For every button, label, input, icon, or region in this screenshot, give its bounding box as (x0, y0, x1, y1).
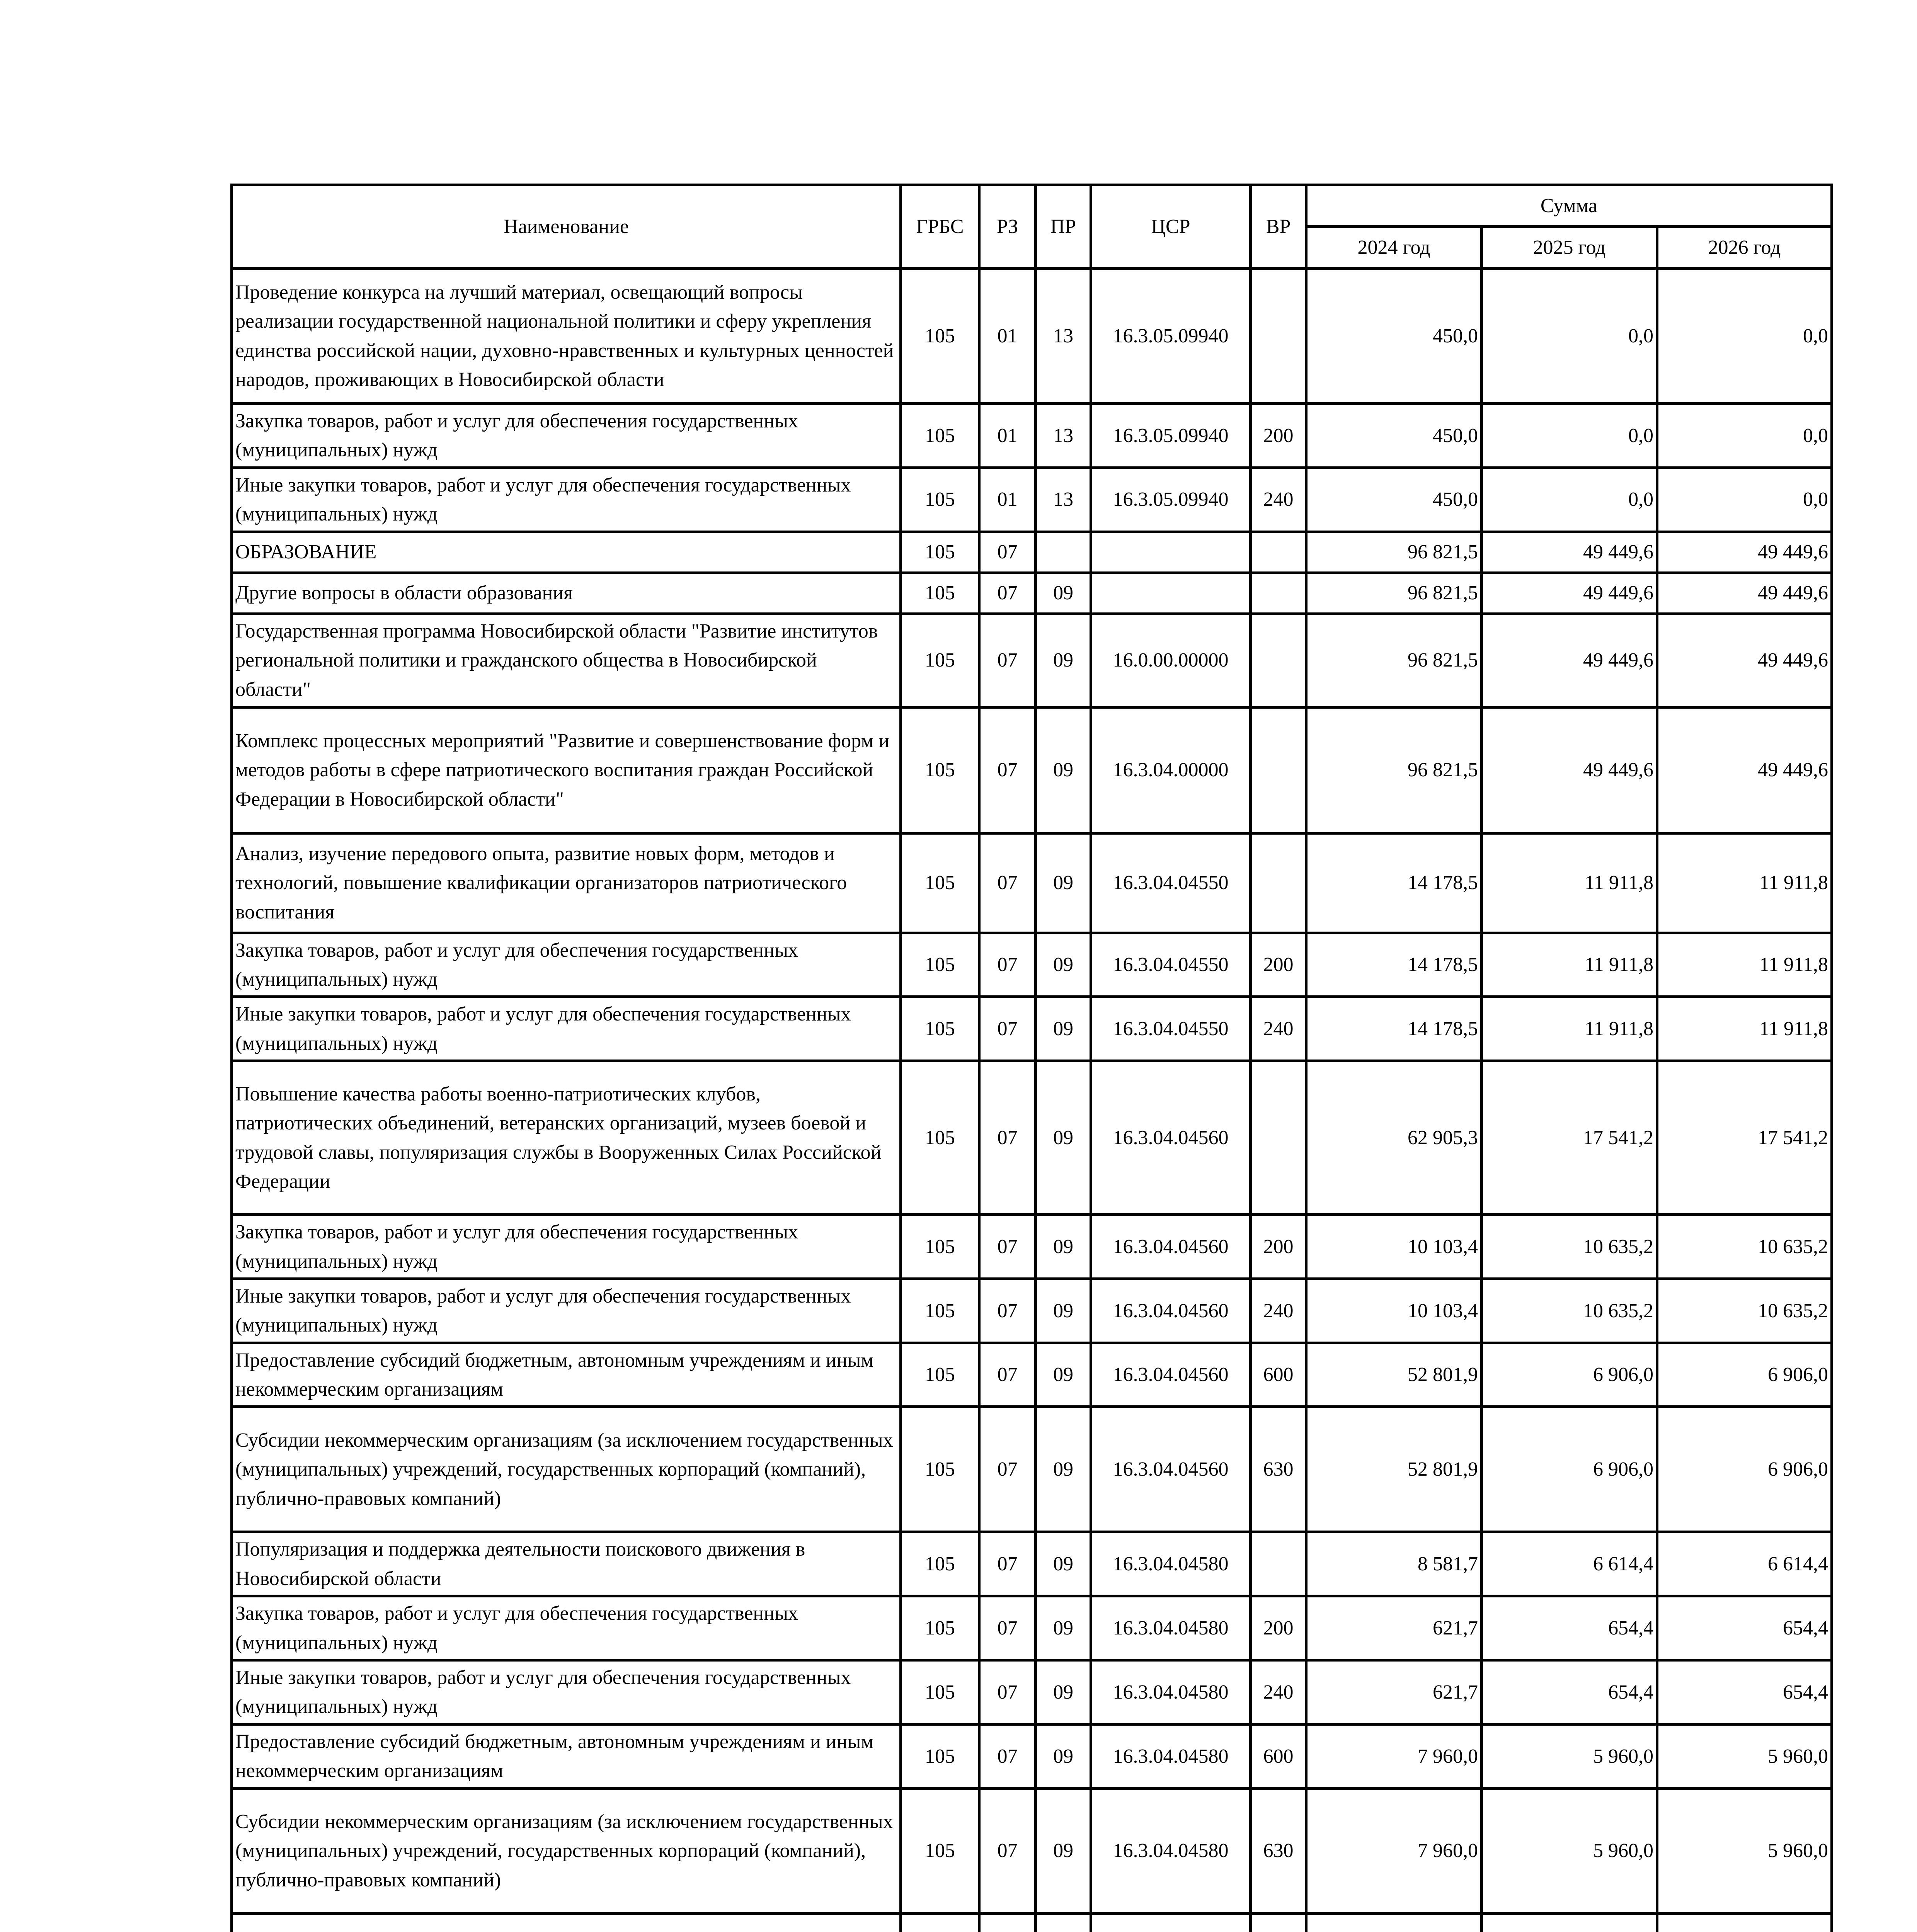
cell-rz: 07 (979, 1061, 1036, 1215)
table-row (232, 614, 1832, 707)
cell-rz: 07 (979, 1532, 1036, 1596)
cell-name: Предоставление субсидий бюджетным, автономным учреждениям и иным некоммерческим организациям (232, 1343, 901, 1407)
cell-vr (1251, 707, 1306, 833)
cell-rz: 07 (979, 1788, 1036, 1913)
cell-pr (1036, 1913, 1091, 1932)
cell-y2026: 11 911,8 (1657, 997, 1832, 1061)
header-rz: РЗ (979, 185, 1036, 269)
cell-y2026: 6 906,0 (1657, 1343, 1832, 1407)
table-row (232, 1913, 1832, 1932)
cell-y2026: 6 906,0 (1657, 1407, 1832, 1532)
table-row (232, 1788, 1832, 1913)
cell-y2025: 49 449,6 (1482, 532, 1657, 573)
cell-y2026: 49 449,6 (1657, 573, 1832, 614)
table-row (232, 1215, 1832, 1279)
cell-y2025: 49 449,6 (1482, 614, 1657, 707)
cell-rz: 07 (979, 707, 1036, 833)
table-row (232, 1343, 1832, 1407)
header-name: Наименование (232, 185, 901, 269)
cell-grbs: 105 (901, 1279, 979, 1343)
cell-grbs: 105 (901, 468, 979, 532)
cell-grbs: 105 (901, 614, 979, 707)
cell-vr: 600 (1251, 1343, 1306, 1407)
cell-name: Закупка товаров, работ и услуг для обеспечения государственных (муниципальных) нужд (232, 933, 901, 997)
cell-vr (1251, 1532, 1306, 1596)
cell-y2024: 52 801,9 (1306, 1407, 1482, 1532)
cell-y2025: 49 449,6 (1482, 573, 1657, 614)
cell-pr: 13 (1036, 404, 1091, 468)
cell-grbs (901, 1913, 979, 1932)
cell-csr: 16.3.04.04560 (1091, 1279, 1251, 1343)
cell-csr: 16.3.04.04560 (1091, 1407, 1251, 1532)
cell-vr: 240 (1251, 1279, 1306, 1343)
cell-vr: 200 (1251, 1215, 1306, 1279)
cell-y2025: 6 906,0 (1482, 1343, 1657, 1407)
cell-rz: 07 (979, 1660, 1036, 1725)
cell-rz: 07 (979, 1215, 1036, 1279)
cell-y2025: 0,0 (1482, 468, 1657, 532)
cell-csr: 16.3.04.04580 (1091, 1596, 1251, 1660)
cell-y2024: 14 178,5 (1306, 997, 1482, 1061)
cell-rz: 07 (979, 933, 1036, 997)
cell-grbs: 105 (901, 997, 979, 1061)
cell-vr (1251, 532, 1306, 573)
cell-csr: 16.0.00.00000 (1091, 614, 1251, 707)
table-body (232, 269, 1832, 1932)
cell-pr: 09 (1036, 1788, 1091, 1913)
table-row (232, 573, 1832, 614)
table-row (232, 532, 1832, 573)
cell-csr (1091, 1913, 1251, 1932)
cell-vr (1251, 833, 1306, 933)
cell-name: Предоставление субсидий бюджетным, автономным учреждениям и иным некоммерческим организациям (232, 1724, 901, 1788)
cell-pr: 09 (1036, 997, 1091, 1061)
cell-pr: 09 (1036, 833, 1091, 933)
cell-y2025: 654,4 (1482, 1596, 1657, 1660)
cell-pr: 09 (1036, 1215, 1091, 1279)
cell-y2026: 11 911,8 (1657, 933, 1832, 997)
header-year-2025: 2025 год (1482, 227, 1657, 269)
cell-vr: 240 (1251, 1660, 1306, 1725)
table-row (232, 468, 1832, 532)
cell-name: Субсидии некоммерческим организациям (за исключением государственных (муниципальных) учреждений, государственных корпораций (компаний), публично-правовых компаний) (232, 1788, 901, 1913)
cell-name: Проведение конкурса на лучший материал, освещающий вопросы реализации государственной национальной политики и сферу укрепления единства российской нации, духовно-нравственных и культурных ценностей народов, проживающих в Новосибирской области (232, 269, 901, 404)
cell-grbs: 105 (901, 1788, 979, 1913)
cell-csr: 16.3.04.04580 (1091, 1788, 1251, 1913)
cell-y2026: 0,0 (1657, 269, 1832, 404)
cell-y2024: 10 103,4 (1306, 1279, 1482, 1343)
cell-vr (1251, 614, 1306, 707)
cell-csr: 16.3.05.09940 (1091, 404, 1251, 468)
cell-grbs: 105 (901, 1343, 979, 1407)
cell-y2024: 621,7 (1306, 1660, 1482, 1725)
cell-y2024: 62 905,3 (1306, 1061, 1482, 1215)
cell-csr: 16.3.04.04580 (1091, 1660, 1251, 1725)
cell-y2024: 52 801,9 (1306, 1343, 1482, 1407)
cell-y2024: 450,0 (1306, 404, 1482, 468)
cell-y2025: 0,0 (1482, 404, 1657, 468)
cell-grbs: 105 (901, 1724, 979, 1788)
cell-y2026: 10 635,2 (1657, 1279, 1832, 1343)
table-row (232, 269, 1832, 404)
cell-pr: 09 (1036, 933, 1091, 997)
cell-rz: 07 (979, 997, 1036, 1061)
cell-y2024: 96 821,5 (1306, 532, 1482, 573)
cell-vr: 240 (1251, 997, 1306, 1061)
table-row (232, 1724, 1832, 1788)
cell-vr: 630 (1251, 1407, 1306, 1532)
cell-pr: 09 (1036, 1279, 1091, 1343)
header-grbs: ГРБС (901, 185, 979, 269)
cell-pr: 13 (1036, 269, 1091, 404)
cell-csr: 16.3.04.04560 (1091, 1343, 1251, 1407)
table-row (232, 1279, 1832, 1343)
cell-y2026: 5 960,0 (1657, 1724, 1832, 1788)
cell-pr: 13 (1036, 468, 1091, 532)
header-vr: ВР (1251, 185, 1306, 269)
cell-csr: 16.3.05.09940 (1091, 468, 1251, 532)
cell-name: Закупка товаров, работ и услуг для обеспечения государственных (муниципальных) нужд (232, 1215, 901, 1279)
header-csr: ЦСР (1091, 185, 1251, 269)
table-row (232, 1532, 1832, 1596)
cell-grbs: 105 (901, 1061, 979, 1215)
cell-y2024: 7 960,0 (1306, 1724, 1482, 1788)
cell-pr: 09 (1036, 707, 1091, 833)
table-row (232, 404, 1832, 468)
cell-y2024: 14 178,5 (1306, 833, 1482, 933)
cell-name: Комплекс процессных мероприятий "Развитие и совершенствование форм и методов работы в сфере патриотического воспитания граждан Российской Федерации в Новосибирской области" (232, 707, 901, 833)
cell-vr: 200 (1251, 933, 1306, 997)
cell-y2024: 7 960,0 (1306, 1788, 1482, 1913)
cell-y2025: 11 911,8 (1482, 997, 1657, 1061)
cell-y2024: 96 821,5 (1306, 573, 1482, 614)
cell-grbs: 105 (901, 1407, 979, 1532)
cell-y2026: 654,4 (1657, 1660, 1832, 1725)
cell-vr (1251, 1913, 1306, 1932)
header-year-2024: 2024 год (1306, 227, 1482, 269)
cell-name: Повышение качества работы военно-патриотических клубов, патриотических объединений, ветеранских организаций, музеев боевой и трудовой славы, популяризация службы в Вооруженных Силах Российской Федерации (232, 1061, 901, 1215)
cell-y2026 (1657, 1913, 1832, 1932)
cell-grbs: 105 (901, 933, 979, 997)
cell-csr: 16.3.04.04580 (1091, 1724, 1251, 1788)
cell-y2025: 5 960,0 (1482, 1788, 1657, 1913)
cell-pr (1036, 532, 1091, 573)
cell-y2025: 49 449,6 (1482, 707, 1657, 833)
cell-csr: 16.3.04.04550 (1091, 933, 1251, 997)
cell-name: Государственная программа Новосибирской области "Развитие институтов региональной политики и гражданского общества в Новосибирской области" (232, 614, 901, 707)
table-row (232, 997, 1832, 1061)
cell-y2025: 17 541,2 (1482, 1061, 1657, 1215)
cell-csr: 16.3.04.04550 (1091, 833, 1251, 933)
cell-y2025: 11 911,8 (1482, 833, 1657, 933)
cell-vr (1251, 573, 1306, 614)
cell-rz: 01 (979, 404, 1036, 468)
cell-name: Закупка товаров, работ и услуг для обеспечения государственных (муниципальных) нужд (232, 404, 901, 468)
cell-y2026: 11 911,8 (1657, 833, 1832, 933)
cell-grbs: 105 (901, 1596, 979, 1660)
cell-rz: 07 (979, 1724, 1036, 1788)
cell-name: Закупка товаров, работ и услуг для обеспечения государственных (муниципальных) нужд (232, 1596, 901, 1660)
table-row (232, 1660, 1832, 1725)
cell-name: ОБРАЗОВАНИЕ (232, 532, 901, 573)
cell-y2024: 96 821,5 (1306, 614, 1482, 707)
cell-y2024: 450,0 (1306, 468, 1482, 532)
cell-y2026: 10 635,2 (1657, 1215, 1832, 1279)
cell-pr: 09 (1036, 1660, 1091, 1725)
cell-rz: 07 (979, 532, 1036, 573)
cell-csr (1091, 532, 1251, 573)
cell-rz: 07 (979, 1343, 1036, 1407)
cell-y2026: 49 449,6 (1657, 707, 1832, 833)
cell-y2025: 654,4 (1482, 1660, 1657, 1725)
cell-vr: 240 (1251, 468, 1306, 532)
cell-grbs: 105 (901, 573, 979, 614)
cell-pr: 09 (1036, 1532, 1091, 1596)
cell-pr: 09 (1036, 1061, 1091, 1215)
cell-y2025: 6 614,4 (1482, 1532, 1657, 1596)
cell-y2025: 10 635,2 (1482, 1215, 1657, 1279)
cell-y2024: 8 581,7 (1306, 1532, 1482, 1596)
cell-rz: 07 (979, 614, 1036, 707)
cell-grbs: 105 (901, 1532, 979, 1596)
cell-csr (1091, 573, 1251, 614)
cell-csr: 16.3.04.04560 (1091, 1061, 1251, 1215)
cell-name: Иные закупки товаров, работ и услуг для обеспечения государственных (муниципальных) нужд (232, 468, 901, 532)
cell-y2025: 0,0 (1482, 269, 1657, 404)
cell-rz: 07 (979, 573, 1036, 614)
cell-y2025: 10 635,2 (1482, 1279, 1657, 1343)
cell-name: Другие вопросы в области образования (232, 573, 901, 614)
cell-csr: 16.3.04.04580 (1091, 1532, 1251, 1596)
cell-csr: 16.3.05.09940 (1091, 269, 1251, 404)
cell-name (232, 1913, 901, 1932)
table-row (232, 1061, 1832, 1215)
cell-vr (1251, 1061, 1306, 1215)
cell-rz: 07 (979, 1596, 1036, 1660)
table-row (232, 1407, 1832, 1532)
cell-name: Анализ, изучение передового опыта, развитие новых форм, методов и технологий, повышение квалификации организаторов патриотического воспитания (232, 833, 901, 933)
cell-pr: 09 (1036, 614, 1091, 707)
cell-y2026: 49 449,6 (1657, 532, 1832, 573)
cell-y2024: 450,0 (1306, 269, 1482, 404)
cell-csr: 16.3.04.00000 (1091, 707, 1251, 833)
cell-name: Иные закупки товаров, работ и услуг для обеспечения государственных (муниципальных) нужд (232, 1660, 901, 1725)
cell-rz (979, 1913, 1036, 1932)
header-pr: ПР (1036, 185, 1091, 269)
cell-y2024 (1306, 1913, 1482, 1932)
cell-y2026: 49 449,6 (1657, 614, 1832, 707)
cell-rz: 07 (979, 833, 1036, 933)
cell-grbs: 105 (901, 1215, 979, 1279)
table-row (232, 833, 1832, 933)
cell-name: Популяризация и поддержка деятельности поискового движения в Новосибирской области (232, 1532, 901, 1596)
cell-grbs: 105 (901, 532, 979, 573)
cell-pr: 09 (1036, 1724, 1091, 1788)
cell-name: Иные закупки товаров, работ и услуг для обеспечения государственных (муниципальных) нужд (232, 997, 901, 1061)
cell-y2025: 11 911,8 (1482, 933, 1657, 997)
cell-pr: 09 (1036, 1407, 1091, 1532)
cell-pr: 09 (1036, 1596, 1091, 1660)
cell-vr: 630 (1251, 1788, 1306, 1913)
cell-y2024: 10 103,4 (1306, 1215, 1482, 1279)
cell-vr: 200 (1251, 404, 1306, 468)
cell-y2025 (1482, 1913, 1657, 1932)
table-row (232, 933, 1832, 997)
cell-grbs: 105 (901, 1660, 979, 1725)
cell-y2026: 0,0 (1657, 468, 1832, 532)
budget-table (230, 184, 1833, 1932)
cell-rz: 07 (979, 1279, 1036, 1343)
table-row (232, 1596, 1832, 1660)
cell-vr: 200 (1251, 1596, 1306, 1660)
cell-name: Субсидии некоммерческим организациям (за исключением государственных (муниципальных) учреждений, государственных корпораций (компаний), публично-правовых компаний) (232, 1407, 901, 1532)
cell-y2026: 17 541,2 (1657, 1061, 1832, 1215)
cell-pr: 09 (1036, 1343, 1091, 1407)
cell-y2026: 6 614,4 (1657, 1532, 1832, 1596)
cell-y2025: 5 960,0 (1482, 1724, 1657, 1788)
header-year-2026: 2026 год (1657, 227, 1832, 269)
cell-vr (1251, 269, 1306, 404)
table-row (232, 707, 1832, 833)
cell-name: Иные закупки товаров, работ и услуг для обеспечения государственных (муниципальных) нужд (232, 1279, 901, 1343)
cell-y2024: 96 821,5 (1306, 707, 1482, 833)
cell-pr: 09 (1036, 573, 1091, 614)
cell-grbs: 105 (901, 269, 979, 404)
cell-y2026: 0,0 (1657, 404, 1832, 468)
cell-rz: 01 (979, 269, 1036, 404)
cell-rz: 07 (979, 1407, 1036, 1532)
cell-y2026: 5 960,0 (1657, 1788, 1832, 1913)
cell-y2024: 621,7 (1306, 1596, 1482, 1660)
cell-y2025: 6 906,0 (1482, 1407, 1657, 1532)
cell-csr: 16.3.04.04550 (1091, 997, 1251, 1061)
cell-rz: 01 (979, 468, 1036, 532)
cell-y2024: 14 178,5 (1306, 933, 1482, 997)
header-sum: Сумма (1306, 185, 1832, 227)
cell-csr: 16.3.04.04560 (1091, 1215, 1251, 1279)
cell-grbs: 105 (901, 707, 979, 833)
cell-grbs: 105 (901, 404, 979, 468)
cell-y2026: 654,4 (1657, 1596, 1832, 1660)
cell-grbs: 105 (901, 833, 979, 933)
cell-vr: 600 (1251, 1724, 1306, 1788)
